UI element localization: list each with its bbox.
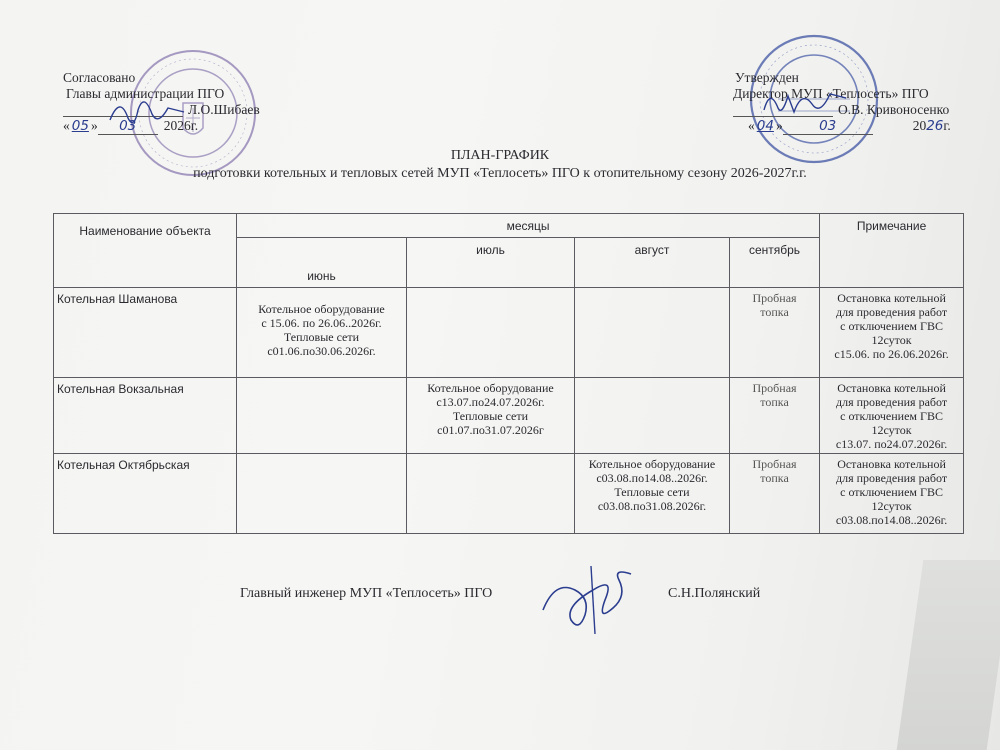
header-month-september: сентябрь (730, 238, 820, 288)
cell-line: с13.07. по24.07.2026г. (835, 437, 948, 451)
cell-line: Тепловые сети (283, 330, 360, 344)
cell-note (820, 288, 964, 378)
cell-line: Котельное оборудование (258, 302, 385, 316)
schedule-table (53, 213, 964, 534)
footer-name: С.Н.Полянский (668, 586, 761, 601)
cell-line: Остановка котельной (837, 457, 946, 471)
cell-line: для проведения работ (835, 471, 948, 485)
cell-july (407, 288, 575, 378)
cell-line: топка (760, 471, 789, 485)
approval-right-line2: Директор МУП «Теплосеть» ПГО (733, 86, 929, 101)
cell-september (730, 454, 820, 534)
cell-line: топка (760, 305, 789, 319)
cell-line: с отключением ГВС (840, 409, 943, 423)
cell-note (820, 378, 964, 454)
cell-line: Пробная (752, 381, 797, 395)
handwritten-signature-left (108, 90, 188, 130)
approval-left-line2: Главы администрации ПГО (66, 86, 225, 101)
cell-june (237, 288, 407, 378)
document-title: ПЛАН-ГРАФИК (450, 148, 550, 163)
cell-june (237, 454, 407, 534)
cell-line: Остановка котельной (837, 381, 946, 395)
header-months: месяцы (237, 214, 820, 238)
cell-line: топка (760, 395, 789, 409)
cell-line: Тепловые сети (452, 409, 529, 423)
cell-july (407, 454, 575, 534)
date-close-quote: » (775, 118, 783, 133)
document-subtitle: подготовки котельных и тепловых сетей МУП «Теплосеть» ПГО к отопительному сезону 2026-2027г.г. (193, 166, 807, 181)
header-month-august: август (575, 238, 730, 288)
cell-line: с03.08.по14.08..2026г. (596, 471, 708, 485)
cell-line: для проведения работ (835, 305, 948, 319)
header-month-july: июль (407, 238, 575, 288)
cell-line: Остановка котельной (837, 291, 946, 305)
cell-note (820, 454, 964, 534)
date-suffix: г. (943, 118, 951, 133)
cell-august (575, 454, 730, 534)
table-row (54, 288, 964, 378)
cell-line: с03.08.по31.08.2026г. (597, 499, 707, 513)
cell-line: для проведения работ (835, 395, 948, 409)
date-year: 2026г. (163, 118, 199, 133)
date-month-handwritten: 03 (783, 118, 873, 135)
cell-line: с15.06. по 26.06.2026г. (834, 347, 949, 361)
cell-august (575, 378, 730, 454)
date-day-handwritten: 04 (756, 118, 774, 134)
approval-right-line1: Утвержден (735, 70, 799, 85)
date-day-handwritten: 05 (71, 118, 89, 134)
header-object: Наименование объекта (54, 214, 237, 288)
header-note: Примечание (820, 214, 964, 288)
cell-line: с отключением ГВС (840, 319, 943, 333)
cell-line: с01.07.по31.07.2026г (437, 423, 544, 437)
cell-line: Пробная (752, 291, 797, 305)
approval-left-line1: Согласовано (63, 70, 136, 85)
approval-right-line3: О.В. Кривоносенко (838, 102, 950, 117)
cell-june (237, 378, 407, 454)
row-object-name: Котельная Вокзальная (54, 378, 237, 454)
footer-position: Главный инженер МУП «Теплосеть» ПГО (240, 586, 493, 601)
cell-line: Котельное оборудование (427, 381, 554, 395)
date-open-quote: « (748, 118, 755, 133)
row-object-name: Котельная Шаманова (54, 288, 237, 378)
table-row (54, 378, 964, 454)
date-close-quote: » (90, 118, 98, 133)
chief-engineer-signature (535, 560, 645, 640)
date-year-printed: 20 (912, 118, 927, 133)
cell-line: Тепловые сети (614, 485, 690, 499)
cell-line: 12суток (871, 423, 912, 437)
table-row (54, 454, 964, 534)
cell-august (575, 288, 730, 378)
cell-line: с03.08.по14.08..2026г. (835, 513, 948, 527)
header-month-june: июнь (237, 238, 407, 288)
date-month-handwritten: 03 (98, 118, 158, 135)
cell-line: 12суток (871, 333, 912, 347)
cell-line: с 15.06. по 26.06..2026г. (261, 316, 382, 330)
date-open-quote: « (63, 118, 70, 133)
cell-september (730, 288, 820, 378)
cell-line: Котельное оборудование (588, 457, 716, 471)
cell-line: с01.06.по30.06.2026г. (267, 344, 376, 358)
cell-september (730, 378, 820, 454)
approval-left-line3: Л.О.Шибаев (188, 102, 260, 117)
paper-fold (897, 560, 1000, 750)
cell-line: с13.07.по24.07.2026г. (436, 395, 545, 409)
date-year-handwritten: 26 (926, 118, 944, 134)
cell-line: 12суток (871, 499, 912, 513)
row-object-name: Котельная Октябрьская (54, 454, 237, 534)
handwritten-signature-right (760, 82, 850, 122)
cell-line: Пробная (752, 457, 797, 471)
cell-line: с отключением ГВС (840, 485, 943, 499)
cell-july (407, 378, 575, 454)
